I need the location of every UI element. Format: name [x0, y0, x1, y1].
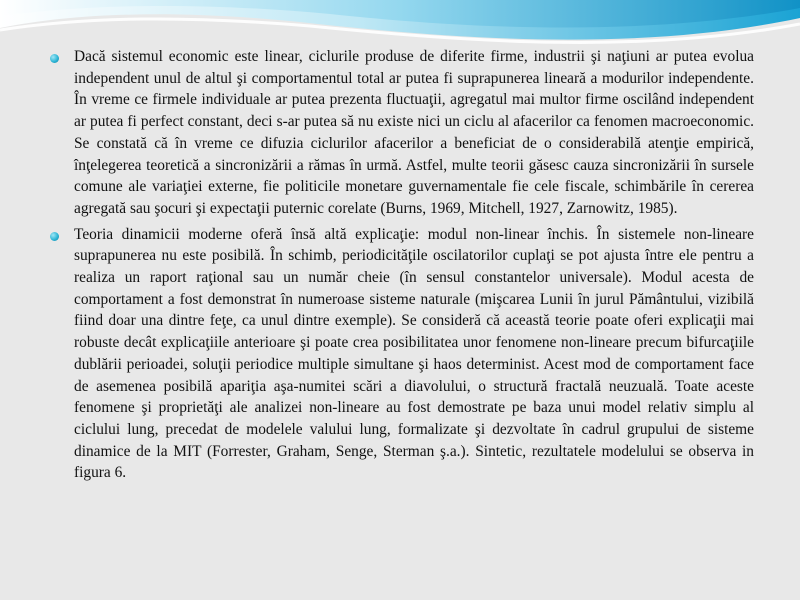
bullet-icon — [50, 232, 59, 241]
bullet-item-1 — [50, 46, 754, 220]
paragraph-2: Teoria dinamicii moderne oferă însă altă explicaţie: modul non-linear închis. În sistemele non-lineare suprapunerea nu este posibilă. În schimb, periodicităţile oscilatorilor cuplaţi se pot ajusta între ele pentru a realiza un raport raţional sau un număr cheie (în sensul constantelor universale). Modul acesta de comportament a fost demonstrat în numeroase sisteme naturale (mişcarea Lunii în jurul Pământului, vizibilă fiind doar una dintre feţe, ca unul dintre exemple). Se consideră că această teorie poate oferi explicaţii mai robuste decât explicaţiile anterioare şi poate crea posibilitatea unor fenomene non-lineare precum bifurcaţiile dublării perioadei, soluţii periodice multiple simultane şi haos determinist. Acest mod de comportament face de asemenea posibilă apariţia aşa-numitei scări a diavolului, o structură fractală neuzuală. Toate aceste fenomene şi proprietăţi ale analizei non-lineare au fost demostrate pe baza unui model relativ simplu al ciclului lung, precedat de modelele valului lung, formalizate şi dezvoltate în cadrul grupului de sisteme dinamice de la MIT (Forrester, Graham, Senge, Sterman ş.a.). Sintetic, rezultatele modelului se observa in figura 6. — [74, 225, 754, 482]
bullet-item-2 — [50, 224, 754, 484]
paragraph-1: Dacă sistemul economic este linear, ciclurile produse de diferite firme, industrii şi naţiuni ar putea evolua independent unul de altul şi comportamentul total ar putea fi suprapunerea lineară a modurilor independente. În vreme ce firmele individuale ar putea prezenta fluctuaţii, agregatul mai multor firme oscilând independent ar putea fi perfect constant, deci s-ar putea să nu existe nici un ciclu al afacerilor ca fenomen macroeconomic. Se constată că în vreme ce difuzia ciclurilor afacerilor a beneficiat de o considerabilă atenţie empirică, înţelegerea teoretică a sincronizării a rămas în urmă. Astfel, multe teorii găsesc cauza sincronizării în sursele comune ale variaţiei externe, fie politicile monetare guvernamentale fie cele fiscale, schimbările în cererea agregată sau şocuri şi expectaţii puternic corelate (Burns, 1969, Mitchell, 1927, Zarnowitz, 1985). — [74, 48, 754, 217]
bullet-list — [50, 46, 754, 488]
bullet-icon — [50, 54, 59, 63]
